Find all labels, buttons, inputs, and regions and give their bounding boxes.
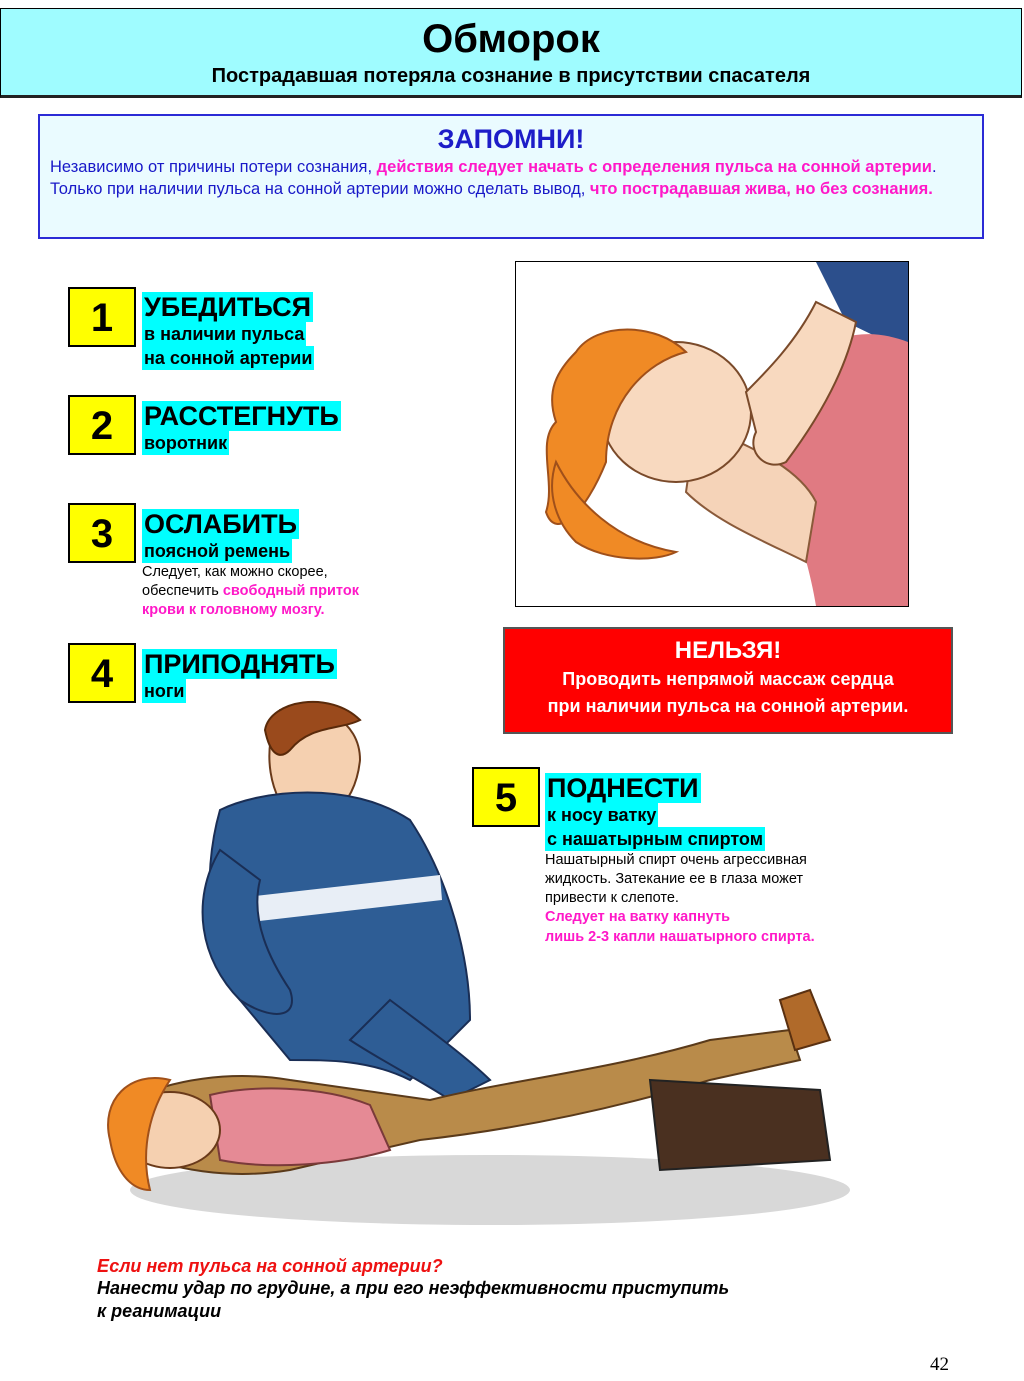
- step-number-box: 4: [68, 643, 136, 703]
- footer-note: [97, 1256, 729, 1323]
- remember-text: [40, 157, 982, 200]
- step-1-text: [142, 292, 314, 370]
- step-note: [142, 582, 359, 601]
- step-note: Следует, как можно скорее,: [142, 564, 328, 580]
- page-header: [0, 8, 1022, 98]
- step-2-text: [142, 401, 341, 455]
- step-subtitle: на сонной артерии: [144, 348, 313, 368]
- step-title: РАССТЕГНУТЬ: [144, 401, 339, 431]
- page-subtitle: Пострадавшая потеряла сознание в присутствии спасателя: [211, 65, 811, 87]
- step-4-text: [142, 649, 337, 703]
- footer-answer: к реанимации: [97, 1301, 222, 1321]
- step-number-box: 3: [68, 503, 136, 563]
- footer-question: Если нет пульса на сонной артерии?: [97, 1256, 443, 1276]
- remember-highlight: что пострадавшая жива, но без сознания.: [589, 179, 933, 198]
- step-note: Нашатырный спирт очень агрессивная: [545, 852, 807, 868]
- step-number-box: 5: [472, 767, 540, 827]
- step-subtitle: поясной ремень: [144, 541, 291, 561]
- step-number-box: 2: [68, 395, 136, 455]
- step-warning: Следует на ватку капнуть: [545, 909, 730, 925]
- remember-heading: ЗАПОМНИ!: [437, 124, 585, 154]
- remember-text-part: Независимо от причины потери сознания,: [50, 158, 377, 176]
- step-note-highlight: крови к головному мозгу.: [142, 602, 325, 618]
- step-number-box: 1: [68, 287, 136, 347]
- forbidden-heading: НЕЛЬЗЯ!: [674, 637, 782, 664]
- remember-highlight: действия следует начать с определения пульса на сонной артерии: [376, 158, 932, 176]
- step-subtitle: с нашатырным спиртом: [547, 829, 764, 849]
- step-3-text: [142, 509, 359, 620]
- step-note-highlight: свободный приток: [222, 583, 359, 599]
- pulse-check-illustration: [515, 261, 909, 607]
- step-note-part: обеспечить: [142, 583, 223, 599]
- step-title: ПОДНЕСТИ: [547, 773, 699, 803]
- page-title: Обморок: [422, 17, 600, 61]
- footer-answer: Нанести удар по грудине, а при его неэффективности приступить: [97, 1278, 730, 1298]
- pulse-check-drawing: [516, 262, 908, 606]
- forbidden-text: Проводить непрямой массаж сердца: [562, 669, 894, 689]
- step-title: ПРИПОДНЯТЬ: [144, 649, 335, 679]
- bag-stack: [650, 1080, 830, 1170]
- remember-box: [38, 114, 984, 239]
- rescue-scene-illustration: [90, 700, 860, 1240]
- step-warning: лишь 2-3 капли нашатырного спирта.: [545, 928, 815, 945]
- step-note: жидкость. Затекание ее в глаза может: [545, 871, 804, 887]
- rescue-scene-drawing: [90, 700, 860, 1240]
- step-title: ОСЛАБИТЬ: [144, 509, 297, 539]
- remember-text-part: . Только при наличии пульса на сонной артерии можно сделать вывод,: [50, 158, 937, 198]
- step-subtitle: ноги: [144, 681, 185, 701]
- step-subtitle: воротник: [144, 433, 228, 453]
- step-title: УБЕДИТЬСЯ: [144, 292, 311, 322]
- step-subtitle: к носу ватку: [547, 805, 657, 825]
- page-number: 42: [930, 1354, 949, 1375]
- step-subtitle: в наличии пульса: [144, 324, 305, 344]
- forbidden-text: при наличии пульса на сонной артерии.: [547, 696, 909, 716]
- step-note: привести к слепоте.: [545, 890, 679, 906]
